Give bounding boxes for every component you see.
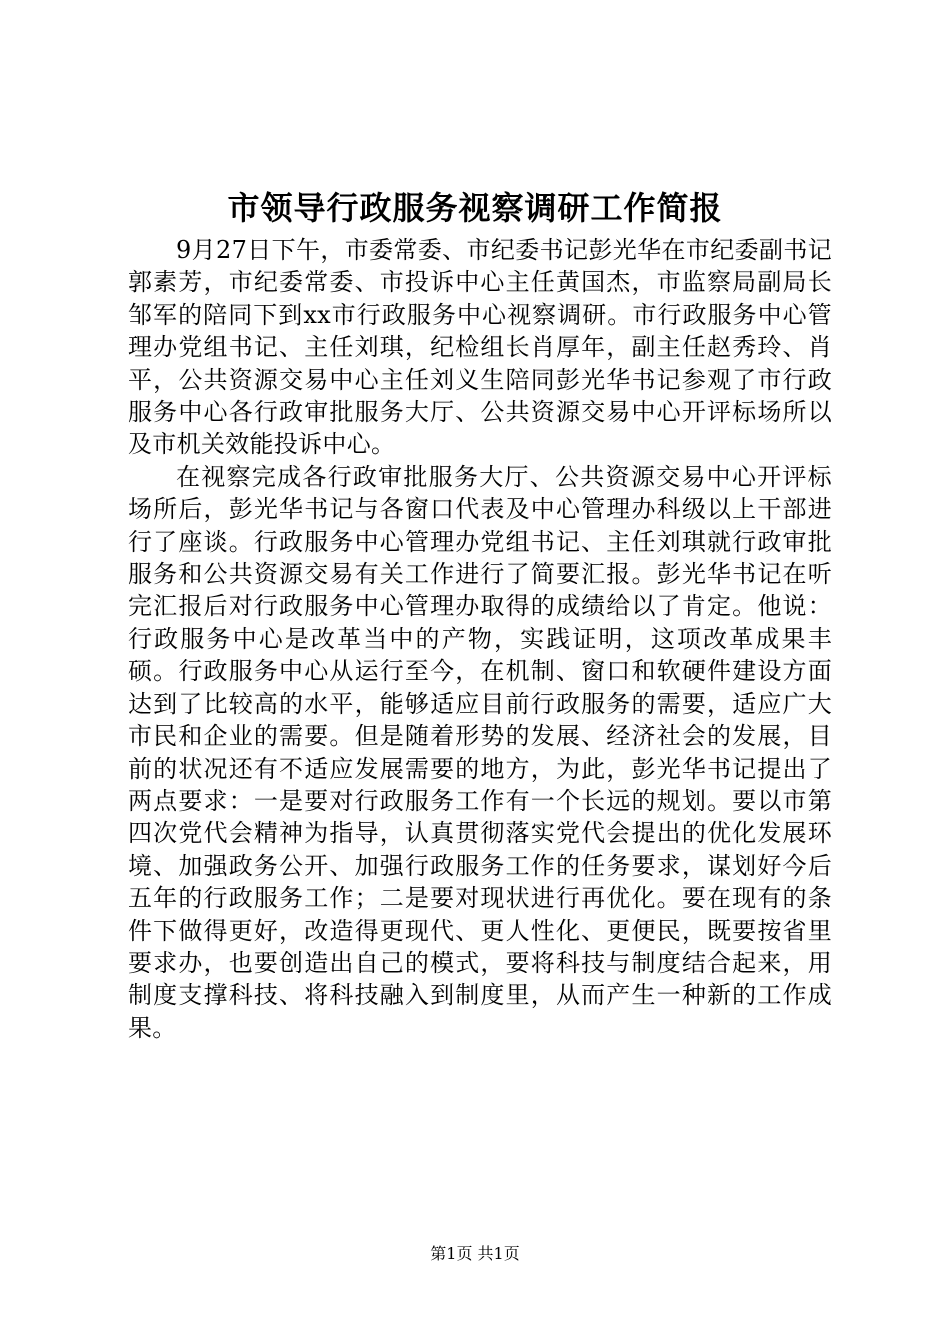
paragraph-1: 9月27日下午，市委常委、市纪委书记彭光华在市纪委副书记郭素芳，市纪委常委、市投诉中心主任黄国杰，市监察局副局长邹军的陪同下到xx市行政服务中心视察调研。市行政服务中心管理办党组书记、主任刘琪，纪检组长肖厚年，副主任赵秀玲、肖平，公共资源交易中心主任刘义生陪同彭光华书记参观了市行政服务中心各行政审批服务大厅、公共资源交易中心开评标场所以及市机关效能投诉中心。 (128, 236, 832, 459)
paragraph-2: 在视察完成各行政审批服务大厅、公共资源交易中心开评标场所后，彭光华书记与各窗口代表及中心管理办科级以上干部进行了座谈。行政服务中心管理办党组书记、主任刘琪就行政审批服务和公共资源交易有关工作进行了简要汇报。彭光华书记在听完汇报后对行政服务中心管理办取得的成绩给以了肯定。他说：行政服务中心是改革当中的产物，实践证明，这项改革成果丰硕。行政服务中心从运行至今，在机制、窗口和软硬件建设方面达到了比较高的水平，能够适应目前行政服务的需要，适应广大市民和企业的需要。但是随着形势的发展、经济社会的发展，目前的状况还有不适应发展需要的地方，为此，彭光华书记提出了两点要求：一是要对行政服务工作有一个长远的规划。要以市第四次党代会精神为指导，认真贯彻落实党代会提出的优化发展环境、加强政务公开、加强行政服务工作的任务要求，谋划好今后五年的行政服务工作；二是要对现状进行再优化。要在现有的条件下做得更好，改造得更现代、更人性化、更便民，既要按省里要求办，也要创造出自己的模式，要将科技与制度结合起来，用制度支撑科技、将科技融入到制度里，从而产生一种新的工作成果。 (128, 462, 832, 1042)
document-body (128, 234, 832, 1044)
page-footer: 第1页 共1页 (430, 1244, 520, 1263)
document-title: 市领导行政服务视察调研工作简报 (227, 189, 723, 227)
